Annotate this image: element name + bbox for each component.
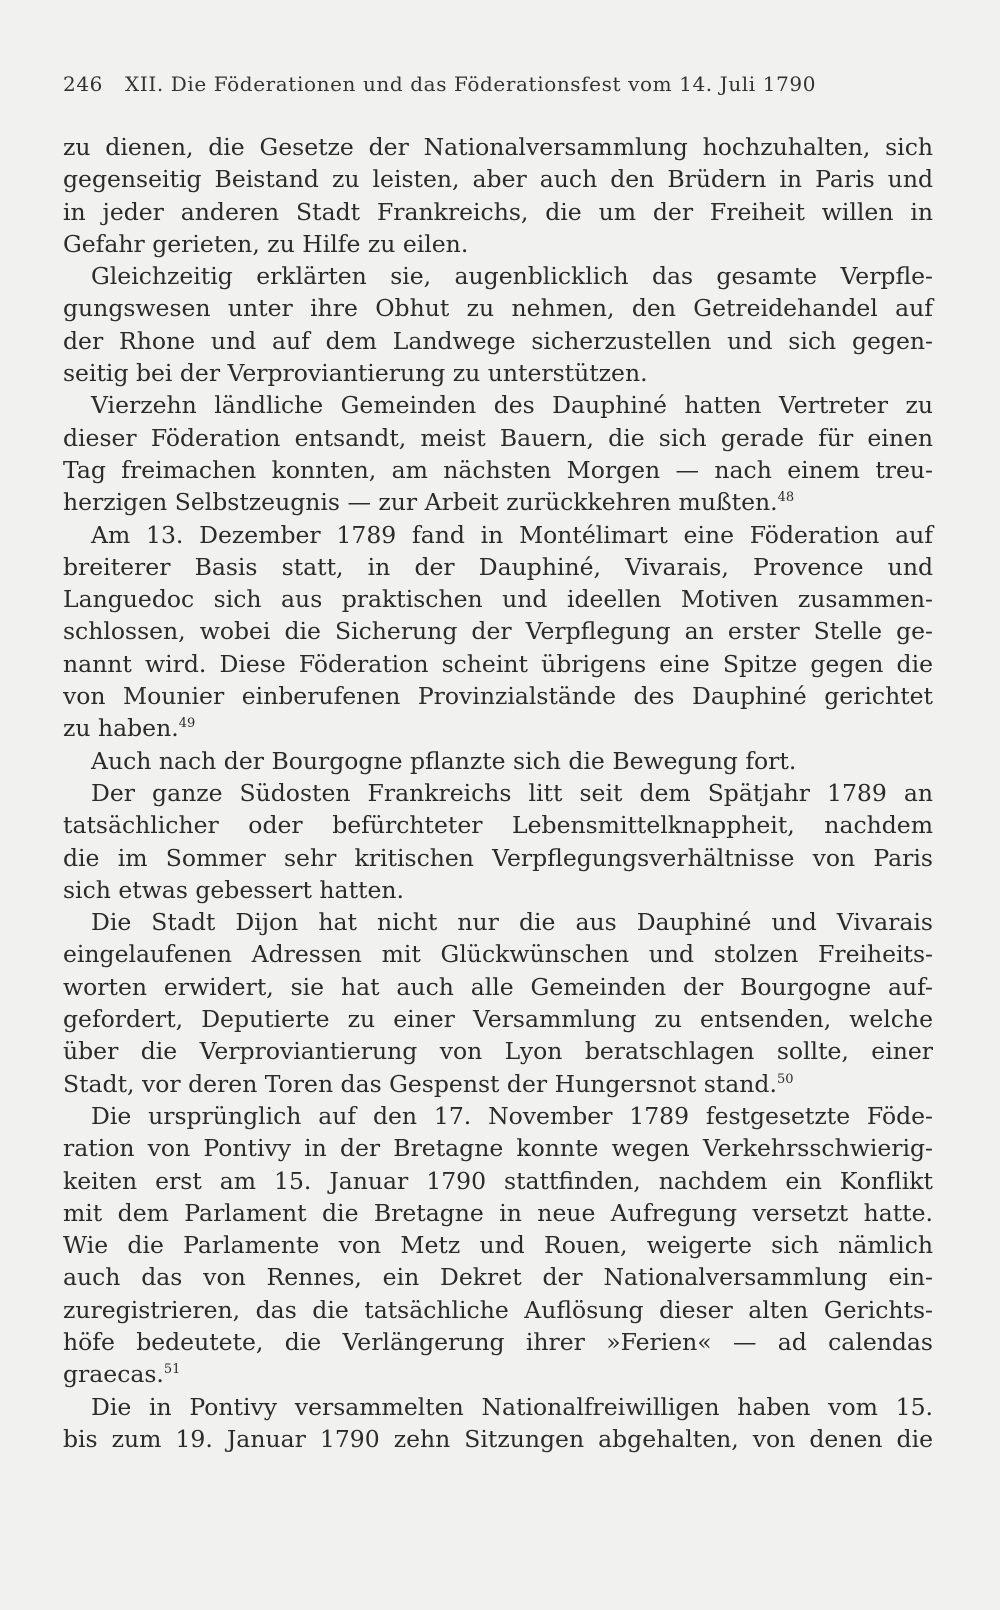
text-line: zu dienen, die Gesetze der Nationalversammlung hochzuhalten, sich	[63, 133, 933, 161]
text-line: Tag freimachen konnten, am nächsten Morgen — nach einem treu-	[63, 455, 933, 484]
text-line: Stadt, vor deren Toren das Gespenst der Hungersnot stand.$^{50}$	[63, 1069, 794, 1098]
paragraph	[63, 389, 933, 518]
text-line: in jeder anderen Stadt Frankreichs, die um der Freiheit willen in	[63, 197, 933, 226]
footnote-reference[interactable]: 48	[777, 490, 795, 506]
footnote-reference[interactable]: 50	[776, 1071, 794, 1087]
text-line: Gefahr gerieten, zu Hilfe zu eilen.	[63, 229, 469, 258]
text-line: mit dem Parlament die Bretagne in neue Aufregung versetzt hatte.	[63, 1198, 933, 1227]
text-line: nannt wird. Diese Föderation scheint übrigens eine Spitze gegen die	[63, 649, 933, 678]
text-line: Vierzehn ländliche Gemeinden des Dauphiné hatten Vertreter zu	[91, 391, 933, 420]
running-header	[63, 72, 943, 102]
text-line: Am 13. Dezember 1789 fand in Montélimart eine Föderation auf	[91, 520, 933, 549]
text-line: worten erwidert, sie hat auch alle Gemeinden der Bourgogne auf-	[63, 972, 933, 1001]
text-line: Die ursprünglich auf den 17. November 1789 festgesetzte Föde-	[91, 1101, 933, 1130]
text-line: Der ganze Südosten Frankreichs litt seit dem Spätjahr 1789 an	[91, 778, 933, 807]
paragraph	[63, 1100, 933, 1391]
text-line: Gleichzeitig erklärten sie, augenblicklich das gesamte Verpfle-	[91, 262, 933, 291]
text-line: Auch nach der Bourgogne pflanzte sich die Bewegung fort.	[91, 746, 797, 775]
text-line: Languedoc sich aus praktischen und ideellen Motiven zusammen-	[63, 585, 933, 614]
text-line: über die Verproviantierung von Lyon beratschlagen sollte, einer	[63, 1037, 933, 1066]
paragraph	[63, 519, 933, 745]
text-line: seitig bei der Verproviantierung zu unterstützen.	[63, 359, 648, 388]
text-line: höfe bedeutete, die Verlängerung ihrer »Ferien« — ad calendas	[63, 1327, 933, 1356]
paragraph	[63, 131, 933, 260]
text-line: gegenseitig Beistand zu leisten, aber auch den Brüdern in Paris und	[63, 165, 933, 194]
text-line: die im Sommer sehr kritischen Verpflegungsverhältnisse von Paris	[63, 843, 933, 872]
paragraph	[63, 906, 933, 1100]
text-line: dieser Föderation entsandt, meist Bauern, die sich gerade für einen	[63, 423, 933, 452]
text-line: schlossen, wobei die Sicherung der Verpflegung an erster Stelle ge-	[63, 617, 933, 646]
footnote-reference[interactable]: 49	[178, 716, 196, 732]
text-line: tatsächlicher oder befürchteter Lebensmittelknappheit, nachdem	[63, 811, 933, 840]
paragraph	[63, 745, 933, 777]
text-line: breiterer Basis statt, in der Dauphiné, Vivarais, Provence und	[63, 552, 933, 581]
text-line: herzigen Selbstzeugnis — zur Arbeit zurückkehren mußten.$^{48}$	[63, 488, 795, 517]
paragraph	[63, 260, 933, 389]
text-line: bis zum 19. Januar 1790 zehn Sitzungen abgehalten, von denen die	[63, 1424, 933, 1453]
text-line: sich etwas gebessert hatten.	[63, 875, 404, 904]
text-line: gungswesen unter ihre Obhut zu nehmen, den Getreidehandel auf	[63, 294, 933, 323]
text-line: zuregistrieren, das die tatsächliche Auflösung dieser alten Gerichts-	[63, 1295, 933, 1324]
text-line: keiten erst am 15. Januar 1790 stattfinden, nachdem ein Konflikt	[63, 1166, 933, 1195]
text-line: eingelaufenen Adressen mit Glückwünschen und stolzen Freiheits-	[63, 940, 933, 969]
footnote-reference[interactable]: 51	[163, 1362, 181, 1378]
text-line: Die Stadt Dijon hat nicht nur die aus Dauphiné und Vivarais	[91, 908, 933, 937]
text-line: Wie die Parlamente von Metz und Rouen, weigerte sich nämlich	[63, 1231, 933, 1260]
paragraph	[63, 1391, 933, 1456]
text-line: gefordert, Deputierte zu einer Versammlung zu entsenden, welche	[63, 1005, 933, 1034]
text-line: ration von Pontivy in der Bretagne konnte wegen Verkehrsschwierig-	[63, 1134, 933, 1163]
page-number: 246	[63, 72, 103, 96]
text-line: Die in Pontivy versammelten Nationalfreiwilligen haben vom 15.	[91, 1392, 933, 1421]
text-line: auch das von Rennes, ein Dekret der Nationalversammlung ein-	[63, 1263, 933, 1292]
text-line: von Mounier einberufenen Provinzialstände des Dauphiné gerichtet	[63, 682, 933, 711]
text-line: zu haben.$^{49}$	[63, 714, 196, 743]
text-line: der Rhone und auf dem Landwege sicherzustellen und sich gegen-	[63, 326, 933, 355]
paragraph	[63, 777, 933, 906]
running-title: XII. Die Föderationen und das Föderationsfest vom 14. Juli 1790	[124, 72, 817, 96]
text-line: graecas.$^{51}$	[63, 1360, 181, 1389]
body-text	[63, 131, 933, 1455]
